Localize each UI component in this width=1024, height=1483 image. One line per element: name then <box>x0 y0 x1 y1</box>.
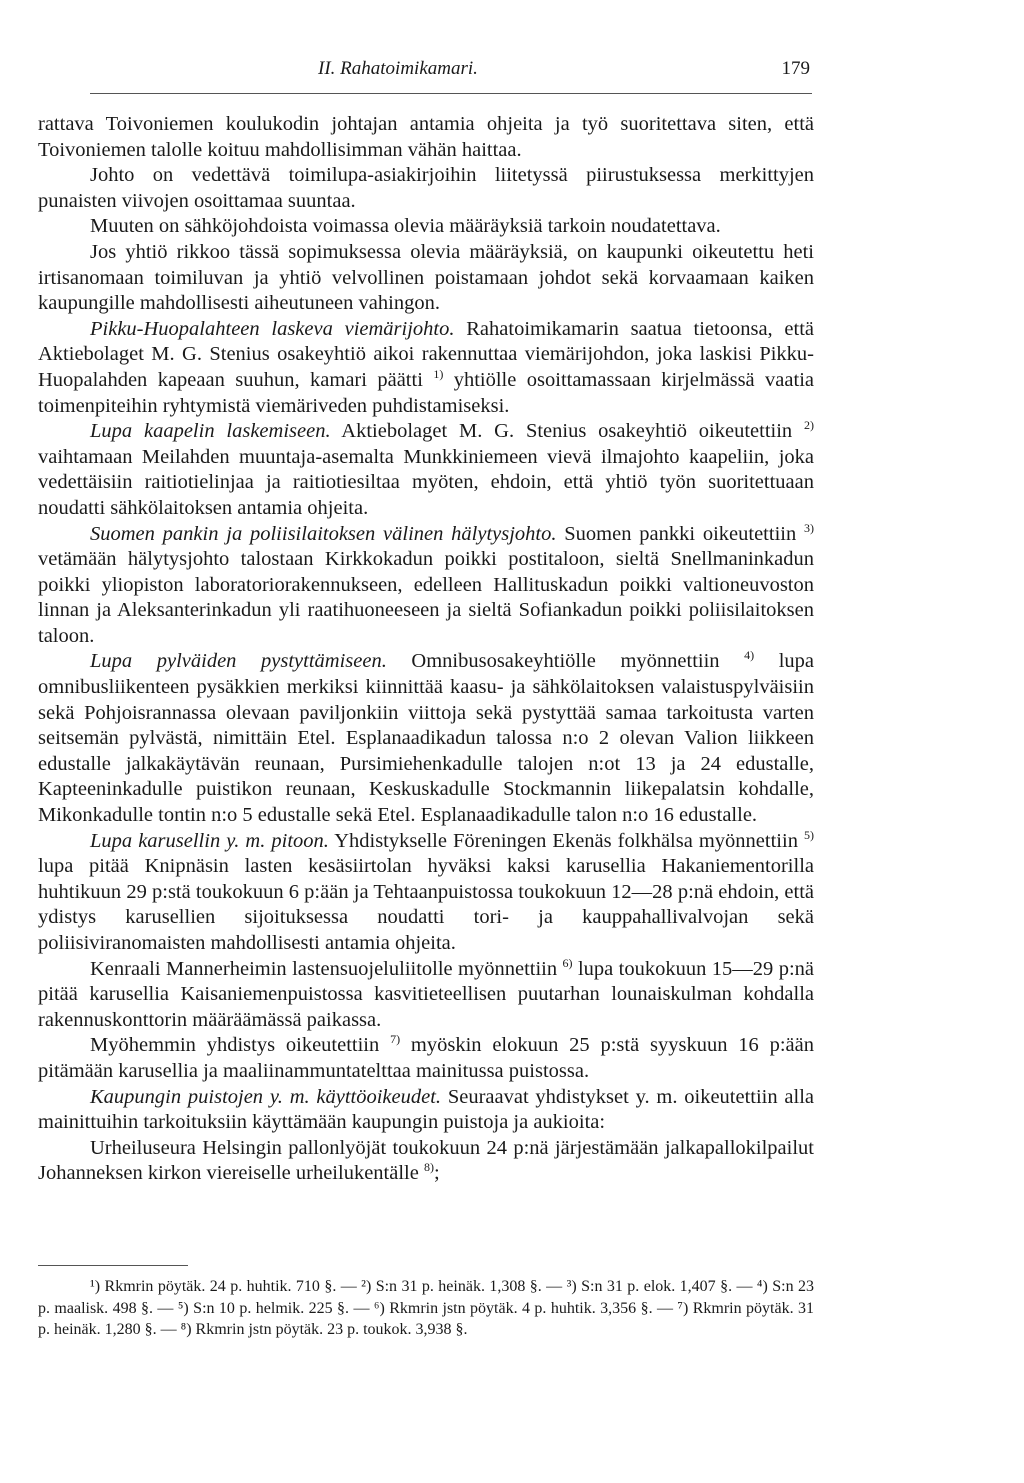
section-text: vaihtamaan Meilahden muuntaja-asemalta Munkkiniemeen vievä ilmajohto kaapeliin, joka vedettäisiin raitiotielinjaa ja raitiotiesiltaa myöten, ehdoin, että yhtiö työn suoritettuaan noudatti sähkölaitoksen antamia ohjeita. <box>38 445 814 519</box>
paragraph-text: Urheiluseura Helsingin pallonlyöjät toukokuun 24 p:nä järjestämään jalkapallokilpailut Johanneksen kirkon viereiselle urheilukentälle <box>38 1136 814 1185</box>
section-poles <box>38 649 814 828</box>
footnote-ref: 5) <box>804 827 814 842</box>
running-header <box>90 58 810 88</box>
section-carousel <box>38 829 814 957</box>
footnote-ref: 7) <box>390 1032 401 1047</box>
section-sewer <box>38 317 814 419</box>
paragraph-text: ; <box>433 1162 440 1185</box>
paragraph: Jos yhtiö rikkoo tässä sopimuksessa olevia määräyksiä, on kaupunki oikeutettu heti irtisanomaan toimiluvan ja yhtiö velvollinen poistamaan johdot sekä korvaamaan kaiken kaupungille mahdollisesti aiheutuneen vahingon. <box>38 240 814 315</box>
footnotes <box>38 1276 814 1341</box>
section-text: Suomen pankki oikeutettiin <box>556 522 804 545</box>
section-title: II. Rahatoimikamari. <box>318 58 478 79</box>
footnote-ref: 1) <box>433 367 444 382</box>
paragraph-text: lupa toukokuun 15—29 p:nä pitää karusellia Kaisaniemenpuistossa kasvitieteellisen puutarhan lounaiskulman kohdalla rakennuskonttorin määräämässä paikassa. <box>38 957 814 1031</box>
section-text: yhtiölle osoittamassaan kirjelmässä vaatia toimenpiteihin ryhtymistä viemäriveden puhdistamiseksi. <box>38 368 814 417</box>
footnote-ref: 8) <box>423 1160 434 1175</box>
paragraph-text: Kenraali Mannerheimin lastensuojeluliitolle myönnettiin <box>90 957 563 980</box>
section-heading: Pikku-Huopalahteen laskeva viemärijohto. <box>90 317 455 340</box>
section-text: Omnibusosakeyhtiölle myönnettiin <box>386 650 745 673</box>
section-text: lupa omnibusliikenteen pysäkkien merkiksi kiinnittää kaasu- ja sähkölaitoksen valaistuspylväisiin sekä Pohjoisrannassa olevaan paviljonkiin viittoja sekä pystyttää samaa tarkoitusta varten seitsemän pylvästä, nimittäin Etel. Esplanaadikadun talossa n:o 2 olevan Valion liikkeen edustalle jalkakäytävän reunaan, Pursimiehenkadulle talojen n:ot 13 ja 24 edustalle, Kapteeninkadulle puistikon reunaan, Keskuskadulle Stockmannin liikepalatsin kohdalle, Mikonkadulle tontin n:o 5 edustalle sekä Etel. Esplanaadikadulle talon n:o 16 edustalle. <box>38 650 815 827</box>
section-text: lupa pitää Knipnäsin lasten kesäsiirtolan hyväksi kaksi karusellia Hakaniementorilla huhtikuun 29 p:stä toukokuun 6 p:ään ja Tehtaanpuistossa toukokuun 12—28 p:nä ehdoin, että ydistys karusellien sijoituksessa noudatti tori- ja kauppahallivalvojan sekä poliisiviranomaisten mahdollisesti antamia ohjeita. <box>38 855 814 954</box>
footnote-ref: 4) <box>744 648 755 663</box>
section-heading: Kaupungin puistojen y. m. käyttöoikeudet. <box>90 1085 442 1108</box>
paragraph: Muuten on sähköjohdoista voimassa olevia määräyksiä tarkoin noudatettava. <box>90 215 721 238</box>
section-heading: Suomen pankin ja poliisilaitoksen välinen hälytysjohto. <box>90 522 557 545</box>
section-alarm-line <box>38 522 814 650</box>
section-text: Seuraavat yhdistykset y. m. oikeutettiin alla mainittuihin tarkoituksiin käyttämään kaupungin puistoja ja aukioita: <box>38 1085 814 1134</box>
footnote-text: ¹) Rkmrin pöytäk. 24 p. huhtik. 710 §. — ²) S:n 31 p. heinäk. 1,308 §. — ³) S:n 31 p. elok. 1,407 §. — ⁴) S:n 23 p. maalisk. 498 §. — ⁵) S:n 10 p. helmik. 225 §. — ⁶) Rkmrin jstn pöytäk. 4 p. huhtik. 3,356 §. — ⁷) Rkmrin pöytäk. 31 p. heinäk. 1,280 §. — ⁸) Rkmrin jstn pöytäk. 23 p. toukok. 3,938 §. <box>38 1278 814 1338</box>
section-text: Yhdistykselle Föreningen Ekenäs folkhälsa myönnettiin <box>328 829 804 852</box>
paragraph <box>38 957 814 1034</box>
section-heading: Lupa kaapelin laskemiseen. <box>90 420 331 443</box>
section-text: Rahatoimikamarin saatua tietoonsa, että Aktiebolaget M. G. Stenius osakeyhtiö aikoi rakennuttaa viemärijohdon, joka laskisi Pikku-Huopalahden kapeaan suuhun, kamari päätti <box>38 317 815 391</box>
paragraph-text: myöskin elokuun 25 p:stä syyskuun 16 p:ään pitämään karusellia ja maaliinammuntatelttaa mainitussa puistossa. <box>38 1034 814 1082</box>
section-text: vetämään hälytysjohto talostaan Kirkkokadun poikki postitaloon, sieltä Snellmaninkadun poikki yliopiston laboratoriorakennukseen, edelleen Hallituskadun poikki valtioneuvoston linnan ja Aleksanterinkadun yli raatihuoneeseen ja sieltä Sofiankadun poikki poliisilaitoksen taloon. <box>38 548 814 647</box>
paragraph: Johto on vedettävä toimilupa-asiakirjoihin liitetyssä piirustuksessa merkittyjen punaisten viivojen osoittamaa suuntaa. <box>38 164 814 212</box>
footnote-ref: 6) <box>562 955 573 970</box>
section-park-rights <box>38 1085 814 1136</box>
footnote-rule <box>38 1265 188 1266</box>
paragraph-text: Myöhemmin yhdistys oikeutettiin <box>90 1034 391 1057</box>
section-cable <box>38 419 814 521</box>
paragraph-continued: rattava Toivoniemen koulukodin johtajan antamia ohjeita ja työ suoritettava siten, että Toivoniemen talolle koituu mahdollisimman vähän haittaa. <box>38 113 814 161</box>
section-text: Aktiebolaget M. G. Stenius osakeyhtiö oikeutettiin <box>330 420 804 443</box>
page-number: 179 <box>781 58 810 79</box>
paragraph <box>38 1136 814 1187</box>
section-heading: Lupa karusellin y. m. pitoon. <box>90 829 329 852</box>
body-text <box>38 112 814 1187</box>
header-rule <box>90 93 812 94</box>
footnote-ref: 2) <box>804 418 814 433</box>
paragraph <box>38 1033 814 1084</box>
footnote-ref: 3) <box>804 520 814 535</box>
section-heading: Lupa pylväiden pystyttämiseen. <box>90 650 387 673</box>
